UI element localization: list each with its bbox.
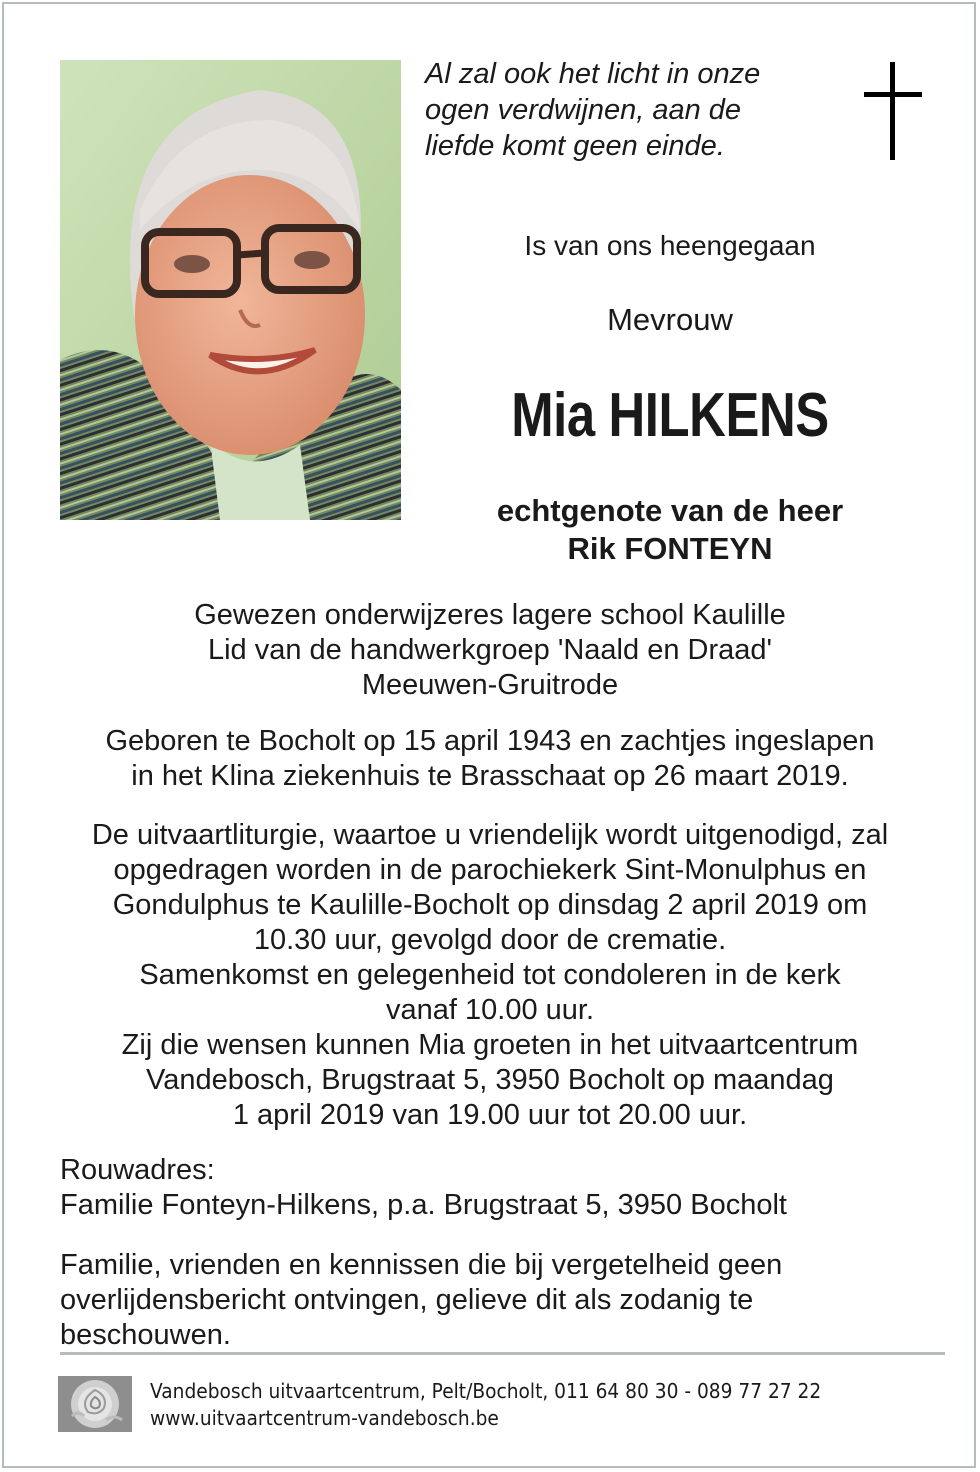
career-line: Gewezen onderwijzeres lagere school Kaulille (194, 599, 786, 631)
funeral-line: vanaf 10.00 uur. (386, 994, 594, 1026)
funeral-home-contact: Vandebosch uitvaartcentrum, Pelt/Bocholt, 011 64 80 30 - 089 77 27 22 (150, 1379, 822, 1403)
quote-line: Al zal ook het licht in onze (425, 58, 761, 90)
announcement-text: Is van ons heengegaan (524, 230, 816, 261)
spouse-info (430, 492, 910, 568)
memorial-quote (425, 56, 825, 164)
career-section (30, 598, 950, 703)
funeral-home-website[interactable]: www.uitvaartcentrum-vandebosch.be (150, 1406, 499, 1430)
notice-line: overlijdensbericht ontvingen, gelieve dit als zodanig te (60, 1284, 754, 1316)
notice-section (60, 1248, 920, 1353)
rose-logo (58, 1376, 132, 1432)
notice-line: beschouwen. (60, 1319, 231, 1351)
funeral-line: Samenkomst en gelegenheid tot condoleren in de kerk (139, 959, 841, 991)
birth-death-line: in het Klina ziekenhuis te Brasschaat op 26 maart 2019. (131, 760, 849, 792)
funeral-line: 10.30 uur, gevolgd door de crematie. (253, 924, 727, 956)
funeral-line: Vandebosch, Brugstraat 5, 3950 Bocholt op maandag (146, 1064, 834, 1096)
cross-icon (862, 62, 924, 160)
funeral-line: Zij die wensen kunnen Mia groeten in het uitvaartcentrum (121, 1029, 859, 1061)
funeral-line: Gondulphus te Kaulille-Bocholt op dinsdag 2 april 2019 om (112, 889, 868, 921)
address-value: Familie Fonteyn-Hilkens, p.a. Brugstraat 5, 3950 Bocholt (60, 1189, 787, 1221)
birth-death-line: Geboren te Bocholt op 15 april 1943 en zachtjes ingeslapen (105, 725, 875, 757)
mourning-address (60, 1153, 920, 1223)
quote-line: liefde komt geen einde. (425, 130, 725, 162)
funeral-line: De uitvaartliturgie, waartoe u vriendelijk wordt uitgenodigd, zal (91, 819, 889, 851)
career-line: Meeuwen-Gruitrode (361, 669, 619, 701)
quote-line: ogen verdwijnen, aan de (425, 94, 742, 126)
footer-divider (60, 1352, 945, 1355)
notice-line: Familie, vrienden en kennissen die bij vergetelheid geen (60, 1249, 783, 1281)
spouse-name: Rik FONTEYN (567, 531, 773, 566)
career-line: Lid van de handwerkgroep 'Naald en Draad' (207, 634, 773, 666)
funeral-home-info (150, 1378, 875, 1432)
funeral-section (30, 818, 950, 1133)
address-label: Rouwadres: (60, 1154, 215, 1186)
birth-death-section (30, 724, 950, 794)
portrait-photo (60, 60, 401, 520)
deceased-name: Mia HILKENS (511, 381, 829, 450)
honorific-title: Mevrouw (607, 302, 733, 337)
spouse-relation: echtgenote van de heer (496, 493, 844, 528)
funeral-line: 1 april 2019 van 19.00 uur tot 20.00 uur. (232, 1099, 748, 1131)
funeral-line: opgedragen worden in de parochiekerk Sint-Monulphus en (113, 854, 867, 886)
